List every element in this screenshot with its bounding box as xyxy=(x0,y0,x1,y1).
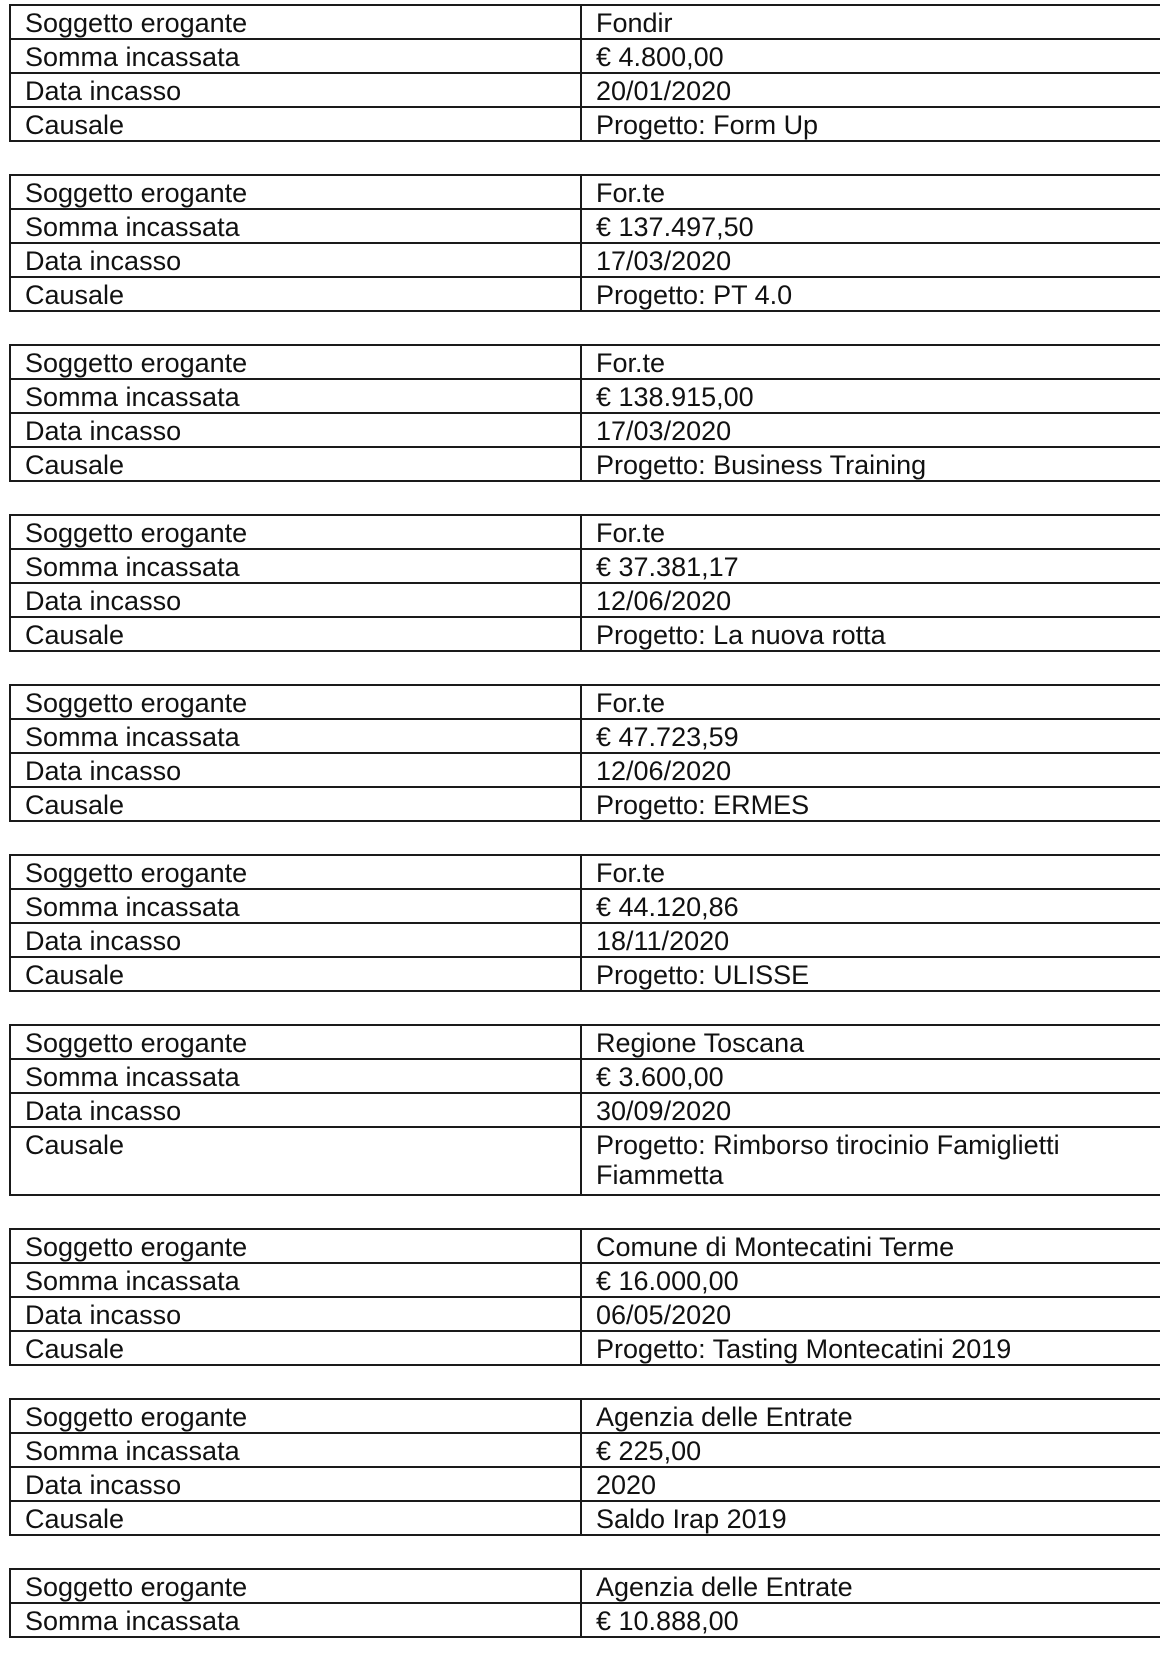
record-row-somma xyxy=(10,1433,1160,1467)
record-row-somma xyxy=(10,379,1160,413)
record-table xyxy=(9,854,1160,992)
data-label: Data incasso xyxy=(10,753,581,787)
data-label: Data incasso xyxy=(10,1093,581,1127)
record-row-somma xyxy=(10,889,1160,923)
causale-label: Causale xyxy=(10,107,581,141)
record-row-soggetto xyxy=(10,1399,1160,1433)
record-row-soggetto xyxy=(10,1569,1160,1603)
soggetto-value: Agenzia delle Entrate xyxy=(581,1399,1160,1433)
record-row-somma xyxy=(10,1603,1160,1637)
record-table xyxy=(9,1228,1160,1366)
data-value: 17/03/2020 xyxy=(581,413,1160,447)
data-label: Data incasso xyxy=(10,583,581,617)
records-list xyxy=(9,4,1152,1638)
causale-label: Causale xyxy=(10,1331,581,1365)
record-table xyxy=(9,1024,1160,1196)
data-label: Data incasso xyxy=(10,413,581,447)
record-table xyxy=(9,4,1160,142)
somma-label: Somma incassata xyxy=(10,889,581,923)
soggetto-label: Soggetto erogante xyxy=(10,1399,581,1433)
record-row-causale xyxy=(10,1331,1160,1365)
record-table xyxy=(9,1398,1160,1536)
data-value: 12/06/2020 xyxy=(581,753,1160,787)
soggetto-label: Soggetto erogante xyxy=(10,1025,581,1059)
causale-label: Causale xyxy=(10,277,581,311)
data-label: Data incasso xyxy=(10,73,581,107)
soggetto-value: For.te xyxy=(581,345,1160,379)
record-row-somma xyxy=(10,1263,1160,1297)
record-row-soggetto xyxy=(10,1229,1160,1263)
record-row-somma xyxy=(10,1059,1160,1093)
causale-label: Causale xyxy=(10,1501,581,1535)
data-value: 20/01/2020 xyxy=(581,73,1160,107)
record-row-causale xyxy=(10,617,1160,651)
somma-value: € 44.120,86 xyxy=(581,889,1160,923)
somma-value: € 4.800,00 xyxy=(581,39,1160,73)
record-row-data xyxy=(10,1093,1160,1127)
causale-value: Progetto: ULISSE xyxy=(581,957,1160,991)
somma-label: Somma incassata xyxy=(10,1603,581,1637)
somma-value: € 225,00 xyxy=(581,1433,1160,1467)
somma-label: Somma incassata xyxy=(10,1059,581,1093)
record-row-causale xyxy=(10,787,1160,821)
somma-value: € 16.000,00 xyxy=(581,1263,1160,1297)
data-label: Data incasso xyxy=(10,243,581,277)
data-value: 30/09/2020 xyxy=(581,1093,1160,1127)
record-row-data xyxy=(10,73,1160,107)
record-row-somma xyxy=(10,39,1160,73)
soggetto-label: Soggetto erogante xyxy=(10,855,581,889)
data-label: Data incasso xyxy=(10,923,581,957)
record-row-causale xyxy=(10,107,1160,141)
record-row-soggetto xyxy=(10,1025,1160,1059)
record-row-soggetto xyxy=(10,515,1160,549)
causale-value: Progetto: La nuova rotta xyxy=(581,617,1160,651)
record-table xyxy=(9,1568,1160,1638)
causale-label: Causale xyxy=(10,617,581,651)
soggetto-label: Soggetto erogante xyxy=(10,515,581,549)
somma-value: € 10.888,00 xyxy=(581,1603,1160,1637)
somma-label: Somma incassata xyxy=(10,39,581,73)
record-row-data xyxy=(10,413,1160,447)
record-row-soggetto xyxy=(10,5,1160,39)
record-row-soggetto xyxy=(10,855,1160,889)
causale-value: Progetto: Business Training xyxy=(581,447,1160,481)
data-value: 17/03/2020 xyxy=(581,243,1160,277)
causale-value: Progetto: Form Up xyxy=(581,107,1160,141)
somma-label: Somma incassata xyxy=(10,1433,581,1467)
record-row-data xyxy=(10,1297,1160,1331)
somma-label: Somma incassata xyxy=(10,719,581,753)
soggetto-value: Fondir xyxy=(581,5,1160,39)
record-row-causale xyxy=(10,1127,1160,1195)
record-row-causale xyxy=(10,447,1160,481)
soggetto-label: Soggetto erogante xyxy=(10,1229,581,1263)
causale-label: Causale xyxy=(10,957,581,991)
somma-value: € 37.381,17 xyxy=(581,549,1160,583)
soggetto-value: Comune di Montecatini Terme xyxy=(581,1229,1160,1263)
record-row-data xyxy=(10,1467,1160,1501)
somma-label: Somma incassata xyxy=(10,379,581,413)
soggetto-value: Agenzia delle Entrate xyxy=(581,1569,1160,1603)
record-row-causale xyxy=(10,957,1160,991)
soggetto-value: For.te xyxy=(581,685,1160,719)
causale-label: Causale xyxy=(10,447,581,481)
data-value: 06/05/2020 xyxy=(581,1297,1160,1331)
record-row-data xyxy=(10,753,1160,787)
record-row-somma xyxy=(10,209,1160,243)
record-row-somma xyxy=(10,719,1160,753)
data-label: Data incasso xyxy=(10,1297,581,1331)
record-row-causale xyxy=(10,277,1160,311)
soggetto-value: For.te xyxy=(581,855,1160,889)
somma-value: € 138.915,00 xyxy=(581,379,1160,413)
record-table xyxy=(9,174,1160,312)
soggetto-value: Regione Toscana xyxy=(581,1025,1160,1059)
data-label: Data incasso xyxy=(10,1467,581,1501)
record-row-data xyxy=(10,923,1160,957)
causale-value: Progetto: Tasting Montecatini 2019 xyxy=(581,1331,1160,1365)
record-row-somma xyxy=(10,549,1160,583)
causale-value: Progetto: PT 4.0 xyxy=(581,277,1160,311)
record-row-soggetto xyxy=(10,345,1160,379)
soggetto-value: For.te xyxy=(581,515,1160,549)
somma-value: € 47.723,59 xyxy=(581,719,1160,753)
record-row-data xyxy=(10,583,1160,617)
somma-label: Somma incassata xyxy=(10,549,581,583)
data-value: 2020 xyxy=(581,1467,1160,1501)
record-row-soggetto xyxy=(10,685,1160,719)
record-row-soggetto xyxy=(10,175,1160,209)
data-value: 18/11/2020 xyxy=(581,923,1160,957)
record-row-data xyxy=(10,243,1160,277)
record-table xyxy=(9,514,1160,652)
causale-value: Saldo Irap 2019 xyxy=(581,1501,1160,1535)
causale-label: Causale xyxy=(10,1127,581,1195)
somma-value: € 3.600,00 xyxy=(581,1059,1160,1093)
soggetto-label: Soggetto erogante xyxy=(10,1569,581,1603)
data-value: 12/06/2020 xyxy=(581,583,1160,617)
somma-value: € 137.497,50 xyxy=(581,209,1160,243)
record-table xyxy=(9,684,1160,822)
record-table xyxy=(9,344,1160,482)
causale-value: Progetto: Rimborso tirocinio Famiglietti Fiammetta xyxy=(581,1127,1160,1195)
soggetto-label: Soggetto erogante xyxy=(10,175,581,209)
causale-value: Progetto: ERMES xyxy=(581,787,1160,821)
soggetto-label: Soggetto erogante xyxy=(10,685,581,719)
causale-label: Causale xyxy=(10,787,581,821)
somma-label: Somma incassata xyxy=(10,1263,581,1297)
soggetto-label: Soggetto erogante xyxy=(10,345,581,379)
somma-label: Somma incassata xyxy=(10,209,581,243)
soggetto-label: Soggetto erogante xyxy=(10,5,581,39)
soggetto-value: For.te xyxy=(581,175,1160,209)
record-row-causale xyxy=(10,1501,1160,1535)
